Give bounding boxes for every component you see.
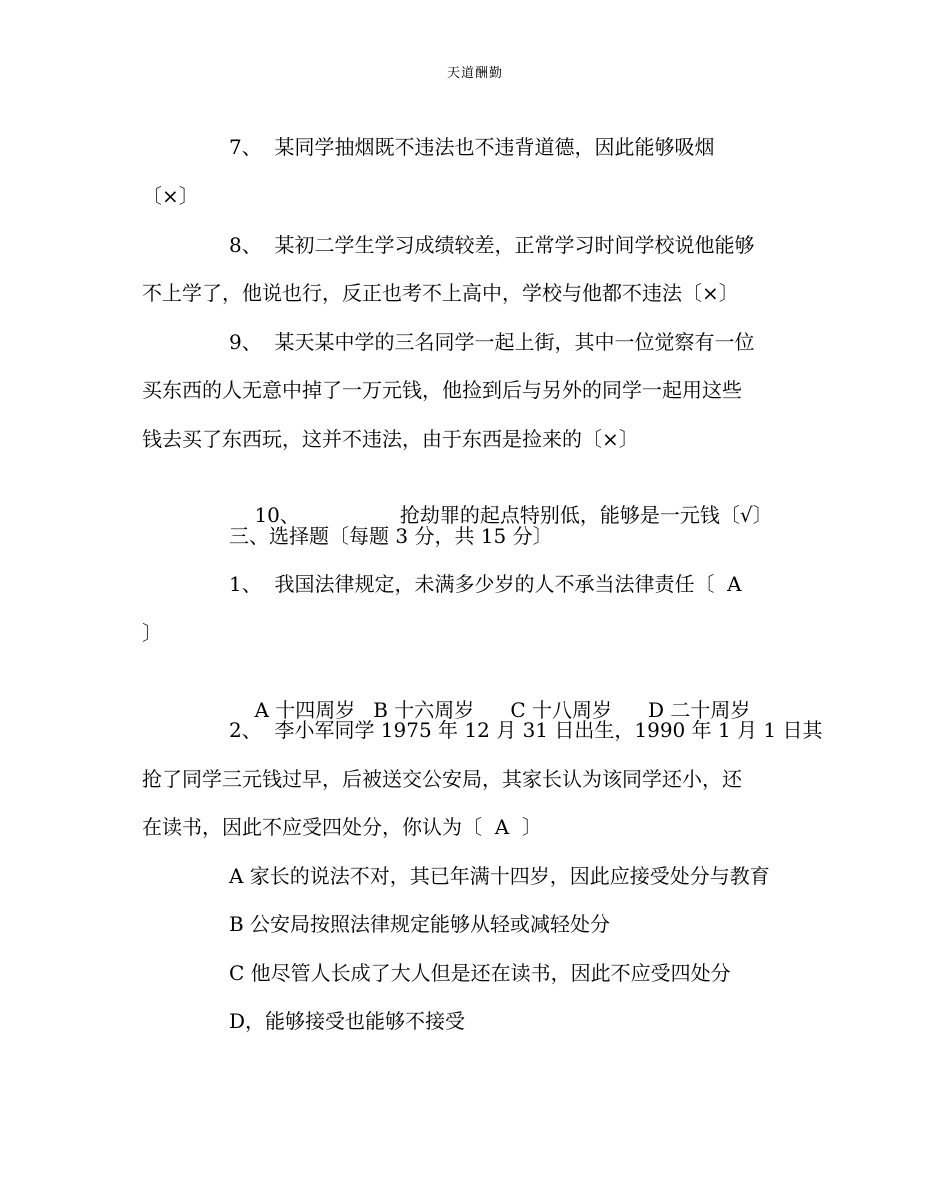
question-2-option-b: B 公安局按照法律规定能够从轻或减轻处分 bbox=[229, 912, 611, 936]
item-9-cont-2: 钱去买了东西玩，这并不违法，由于东西是捡来的〔×〕 bbox=[142, 427, 639, 451]
option-a: A 十四周岁 bbox=[254, 698, 356, 722]
item-10-number: 10、 bbox=[254, 503, 300, 527]
question-1-close: 〕 bbox=[142, 621, 162, 645]
section-three-title: 三、选择题〔每题 3 分，共 15 分〕 bbox=[229, 524, 553, 548]
item-8: 8、 某初二学生学习成绩较差，正常学习时间学校说他能够 bbox=[229, 233, 755, 257]
option-d: D 二十周岁 bbox=[647, 698, 751, 722]
question-2-cont-1: 抢了同学三元钱过早，后被送交公安局，其家长认为该同学还小，还 bbox=[142, 767, 742, 791]
question-2-option-a: A 家长的说法不对，其已年满十四岁，因此应接受处分与教育 bbox=[229, 864, 770, 888]
item-10-text: 抢劫罪的起点特别低，能够是一元钱〔√〕 bbox=[399, 503, 773, 527]
option-c: C 十八周岁 bbox=[510, 698, 612, 722]
item-8-cont: 不上学了，他说也行，反正也考不上高中，学校与他都不违法〔×〕 bbox=[142, 281, 739, 305]
page-header: 天道酬勤 bbox=[446, 66, 503, 81]
question-2-option-c: C 他尽管人长成了大人但是还在读书，因此不应受四处分 bbox=[229, 961, 731, 985]
question-2: 2、 李小军同学 1975 年 12 月 31 日出生，1990 年 1 月 1 日其 bbox=[229, 718, 823, 742]
item-9: 9、 某天某中学的三名同学一起上街，其中一位觉察有一位 bbox=[229, 330, 755, 354]
option-b: B 十六周岁 bbox=[373, 698, 475, 722]
question-2-option-d: D，能够接受也能够不接受 bbox=[229, 1009, 466, 1033]
question-2-cont-2: 在读书，因此不应受四处分，你认为〔 A 〕 bbox=[142, 815, 542, 839]
item-7: 7、 某同学抽烟既不违法也不违背道德，因此能够吸烟 bbox=[229, 135, 715, 159]
item-9-cont-1: 买东西的人无意中掉了一万元钱，他捡到后与另外的同学一起用这些 bbox=[142, 378, 742, 402]
item-7-answer: 〔×〕 bbox=[142, 184, 199, 208]
question-1: 1、 我国法律规定，未满多少岁的人不承当法律责任〔 A bbox=[229, 572, 742, 596]
